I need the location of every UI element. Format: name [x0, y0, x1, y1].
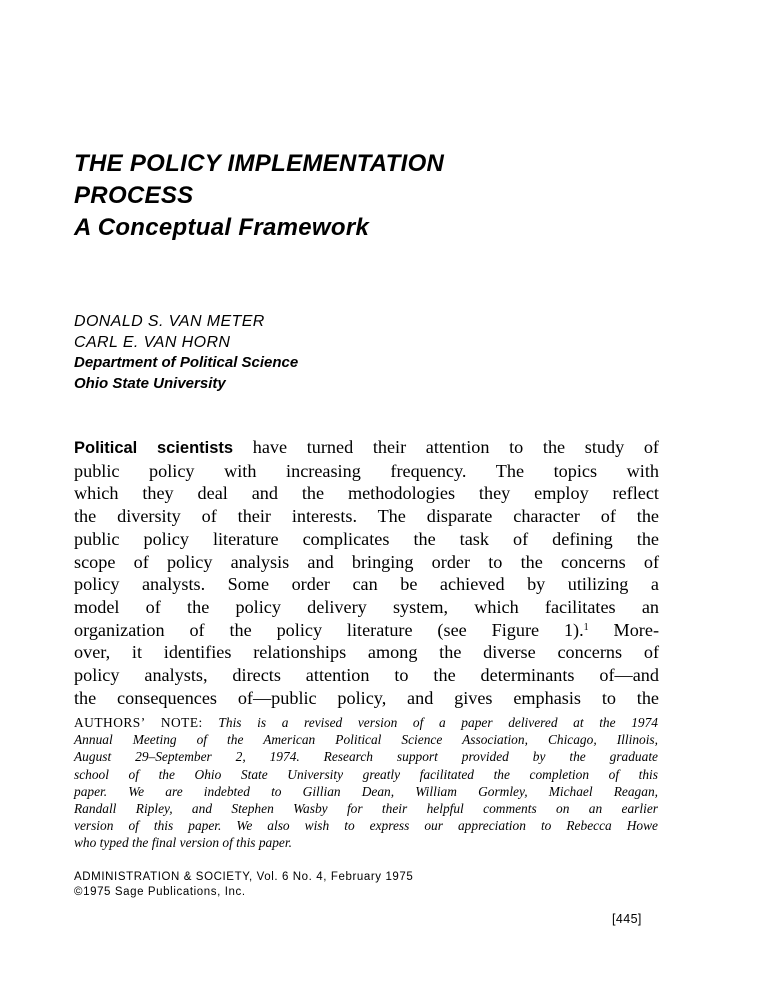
body-line: model of the policy delivery system, which facilitates an — [74, 596, 659, 617]
journal-citation — [74, 870, 413, 900]
body-line: policy analysts. Some order can be achieved by utilizing a — [74, 574, 659, 595]
subtitle: A Conceptual Framework — [74, 214, 370, 241]
body-line: public policy literature complicates the task of defining the — [74, 528, 659, 549]
note-line: Annual Meeting of the American Political Science Association, Chicago, Illinois, — [74, 732, 658, 748]
page-number: [445] — [612, 912, 642, 926]
title-line-1: THE POLICY IMPLEMENTATION — [74, 150, 445, 177]
body-line: over, it identifies relationships among the diverse concerns of — [74, 642, 659, 663]
body-line: organization of the policy literature (see Figure 1).$^1$ More- — [74, 619, 659, 640]
note-line: version of this paper. We also wish to express our appreciation to Rebecca Howe — [74, 818, 658, 834]
author-block — [74, 312, 298, 394]
body-line: Political scientists have turned their attention to the study of — [74, 437, 659, 457]
note-line: who typed the final version of this paper. — [74, 835, 292, 851]
body-paragraph — [74, 436, 659, 709]
authors-note — [74, 714, 658, 852]
note-line: August 29–September 2, 1974. Research support provided by the graduate — [74, 749, 658, 765]
footnote-marker: 1 — [583, 621, 589, 633]
note-line: school of the Ohio State University greatly facilitated the completion of this — [74, 766, 658, 782]
author-university: Ohio State University — [74, 374, 226, 392]
lead-phrase: Political scientists — [74, 439, 234, 457]
note-line: Randall Ripley, and Stephen Wasby for their helpful comments on an earlier — [74, 801, 658, 817]
title-line-2: PROCESS — [74, 182, 194, 209]
journal-info: ADMINISTRATION & SOCIETY, Vol. 6 No. 4, February 1975 — [74, 871, 414, 883]
body-line: public policy with increasing frequency. The topics with — [74, 460, 659, 481]
author-department: Department of Political Science — [74, 354, 299, 371]
article-title — [74, 148, 444, 244]
body-line: the consequences of—public policy, and gives emphasis to the — [74, 687, 659, 708]
body-line: which they deal and the methodologies they employ reflect — [74, 483, 659, 504]
body-line: the diversity of their interests. The disparate character of the — [74, 506, 659, 527]
body-line: scope of policy analysis and bringing order to the concerns of — [74, 551, 659, 572]
author-name-2: CARL E. VAN HORN — [74, 333, 231, 351]
body-line: policy analysts, directs attention to the determinants of—and — [74, 665, 659, 686]
copyright-line: ©1975 Sage Publications, Inc. — [74, 886, 246, 898]
note-line: AUTHORS’ NOTE: This is a revised version of a paper delivered at the 1974 — [74, 715, 658, 730]
author-name-1: DONALD S. VAN METER — [74, 313, 265, 330]
note-line: paper. We are indebted to Gillian Dean, William Gormley, Michael Reagan, — [74, 783, 658, 799]
note-label: AUTHORS’ NOTE: — [74, 715, 203, 730]
